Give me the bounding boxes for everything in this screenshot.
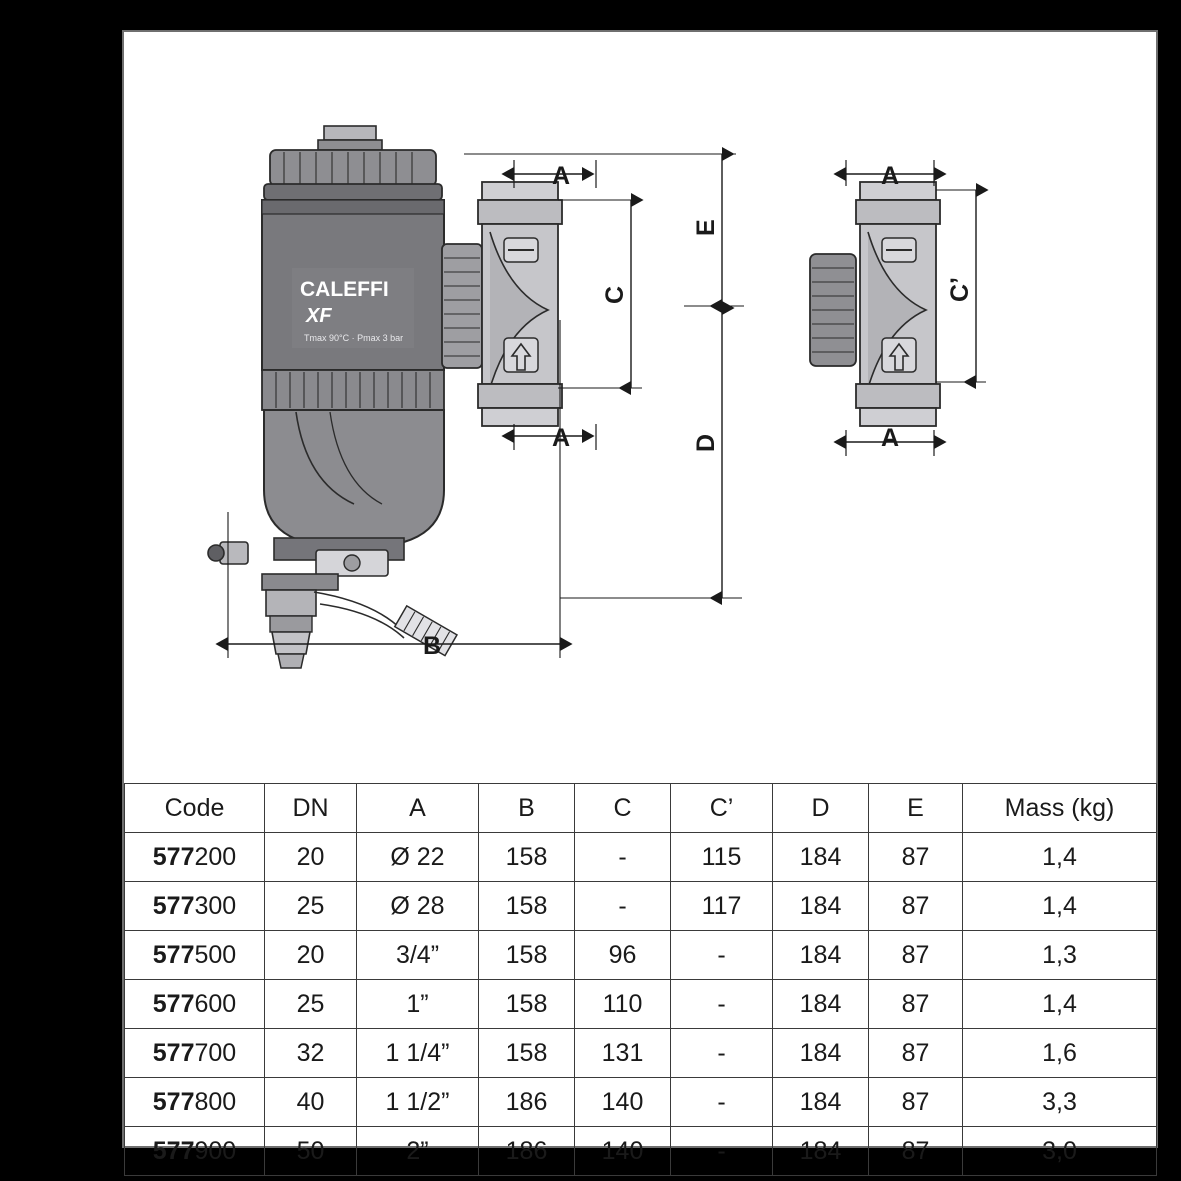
dim-label-d: D bbox=[692, 433, 720, 452]
cell-d: 184 bbox=[773, 931, 869, 980]
cell-e: 87 bbox=[869, 882, 963, 931]
cell-dn: 20 bbox=[265, 833, 357, 882]
cell-b: 158 bbox=[479, 882, 575, 931]
dim-label-b: B bbox=[423, 632, 442, 660]
cell-a: Ø 22 bbox=[357, 833, 479, 882]
cell-c: 140 bbox=[575, 1078, 671, 1127]
cell-c-prime: 115 bbox=[671, 833, 773, 882]
cell-dn: 25 bbox=[265, 980, 357, 1029]
cell-c: - bbox=[575, 833, 671, 882]
col-header-e: E bbox=[869, 784, 963, 833]
cell-c-prime: - bbox=[671, 1078, 773, 1127]
drawing-svg bbox=[124, 32, 1156, 780]
dim-label-a-top-right: A bbox=[881, 162, 900, 190]
secondary-product-view bbox=[810, 182, 940, 426]
table-row bbox=[125, 833, 1157, 882]
main-product-view bbox=[208, 126, 562, 668]
cell-c: 140 bbox=[575, 1127, 671, 1176]
table-header-row bbox=[125, 784, 1157, 833]
cell-e: 87 bbox=[869, 833, 963, 882]
cell-code: 577700 bbox=[125, 1029, 265, 1078]
col-header-b: B bbox=[479, 784, 575, 833]
dim-label-a-bottom-right: A bbox=[881, 424, 900, 452]
cell-c: - bbox=[575, 882, 671, 931]
col-header-d: D bbox=[773, 784, 869, 833]
col-header-mass: Mass (kg) bbox=[963, 784, 1157, 833]
dim-label-a-bottom-left: A bbox=[552, 424, 571, 452]
middle-collar bbox=[262, 370, 444, 410]
cell-c: 131 bbox=[575, 1029, 671, 1078]
cell-b: 158 bbox=[479, 931, 575, 980]
cell-d: 184 bbox=[773, 833, 869, 882]
valve-body-front bbox=[478, 182, 562, 426]
spec-text: Tmax 90°C · Pmax 3 bar bbox=[304, 333, 404, 343]
cell-dn: 20 bbox=[265, 931, 357, 980]
cell-b: 186 bbox=[479, 1078, 575, 1127]
cell-mass: 1,6 bbox=[963, 1029, 1157, 1078]
cell-a: 1 1/4” bbox=[357, 1029, 479, 1078]
cell-a: 2” bbox=[357, 1127, 479, 1176]
cell-e: 87 bbox=[869, 1078, 963, 1127]
col-header-a: A bbox=[357, 784, 479, 833]
col-header-c: C bbox=[575, 784, 671, 833]
cell-dn: 50 bbox=[265, 1127, 357, 1176]
cell-b: 186 bbox=[479, 1127, 575, 1176]
cell-c-prime: 117 bbox=[671, 882, 773, 931]
dim-label-e: E bbox=[692, 219, 720, 236]
cell-code: 577300 bbox=[125, 882, 265, 931]
dim-label-a-top-left: A bbox=[552, 162, 571, 190]
cell-mass: 3,3 bbox=[963, 1078, 1157, 1127]
cell-c: 96 bbox=[575, 931, 671, 980]
datasheet-sheet bbox=[122, 30, 1158, 1165]
table-row bbox=[125, 882, 1157, 931]
dim-label-c-prime: C’ bbox=[946, 277, 974, 302]
cell-e: 87 bbox=[869, 931, 963, 980]
cell-c-prime: - bbox=[671, 980, 773, 1029]
col-header-c-prime: C’ bbox=[671, 784, 773, 833]
cell-dn: 40 bbox=[265, 1078, 357, 1127]
technical-drawing bbox=[124, 32, 1156, 780]
cell-e: 87 bbox=[869, 1127, 963, 1176]
cell-e: 87 bbox=[869, 980, 963, 1029]
col-header-dn: DN bbox=[265, 784, 357, 833]
table-row bbox=[125, 1029, 1157, 1078]
cell-code: 577600 bbox=[125, 980, 265, 1029]
cell-b: 158 bbox=[479, 833, 575, 882]
cell-a: 3/4” bbox=[357, 931, 479, 980]
cell-mass: 3,0 bbox=[963, 1127, 1157, 1176]
cell-mass: 1,4 bbox=[963, 833, 1157, 882]
cell-b: 158 bbox=[479, 980, 575, 1029]
cell-a: 1 1/2” bbox=[357, 1078, 479, 1127]
cell-code: 577800 bbox=[125, 1078, 265, 1127]
cell-code: 577200 bbox=[125, 833, 265, 882]
separator-body bbox=[262, 200, 444, 370]
upper-cap bbox=[264, 150, 442, 200]
cell-a: 1” bbox=[357, 980, 479, 1029]
cell-c: 110 bbox=[575, 980, 671, 1029]
cell-c-prime: - bbox=[671, 931, 773, 980]
cell-a: Ø 28 bbox=[357, 882, 479, 931]
cell-e: 87 bbox=[869, 1029, 963, 1078]
union-nut bbox=[442, 244, 482, 368]
table-row bbox=[125, 931, 1157, 980]
cell-d: 184 bbox=[773, 882, 869, 931]
table-row bbox=[125, 1078, 1157, 1127]
cell-code: 577900 bbox=[125, 1127, 265, 1176]
lower-chamber bbox=[264, 410, 444, 560]
cell-mass: 1,3 bbox=[963, 931, 1157, 980]
dim-label-c: C bbox=[601, 285, 629, 304]
cell-mass: 1,4 bbox=[963, 882, 1157, 931]
cell-dn: 32 bbox=[265, 1029, 357, 1078]
cell-d: 184 bbox=[773, 980, 869, 1029]
cell-d: 184 bbox=[773, 1029, 869, 1078]
cell-dn: 25 bbox=[265, 882, 357, 931]
cell-c-prime: - bbox=[671, 1127, 773, 1176]
valve-body-side bbox=[856, 182, 940, 426]
col-header-code: Code bbox=[125, 784, 265, 833]
cell-d: 184 bbox=[773, 1078, 869, 1127]
cell-mass: 1,4 bbox=[963, 980, 1157, 1029]
cell-c-prime: - bbox=[671, 1029, 773, 1078]
brand-text: CALEFFI bbox=[300, 278, 389, 301]
cell-code: 577500 bbox=[125, 931, 265, 980]
table-row bbox=[125, 1127, 1157, 1176]
model-text: XF bbox=[306, 305, 332, 327]
cell-d: 184 bbox=[773, 1127, 869, 1176]
table-row bbox=[125, 980, 1157, 1029]
specification-table bbox=[124, 783, 1157, 1176]
air-vent-cap bbox=[318, 126, 382, 150]
cell-b: 158 bbox=[479, 1029, 575, 1078]
